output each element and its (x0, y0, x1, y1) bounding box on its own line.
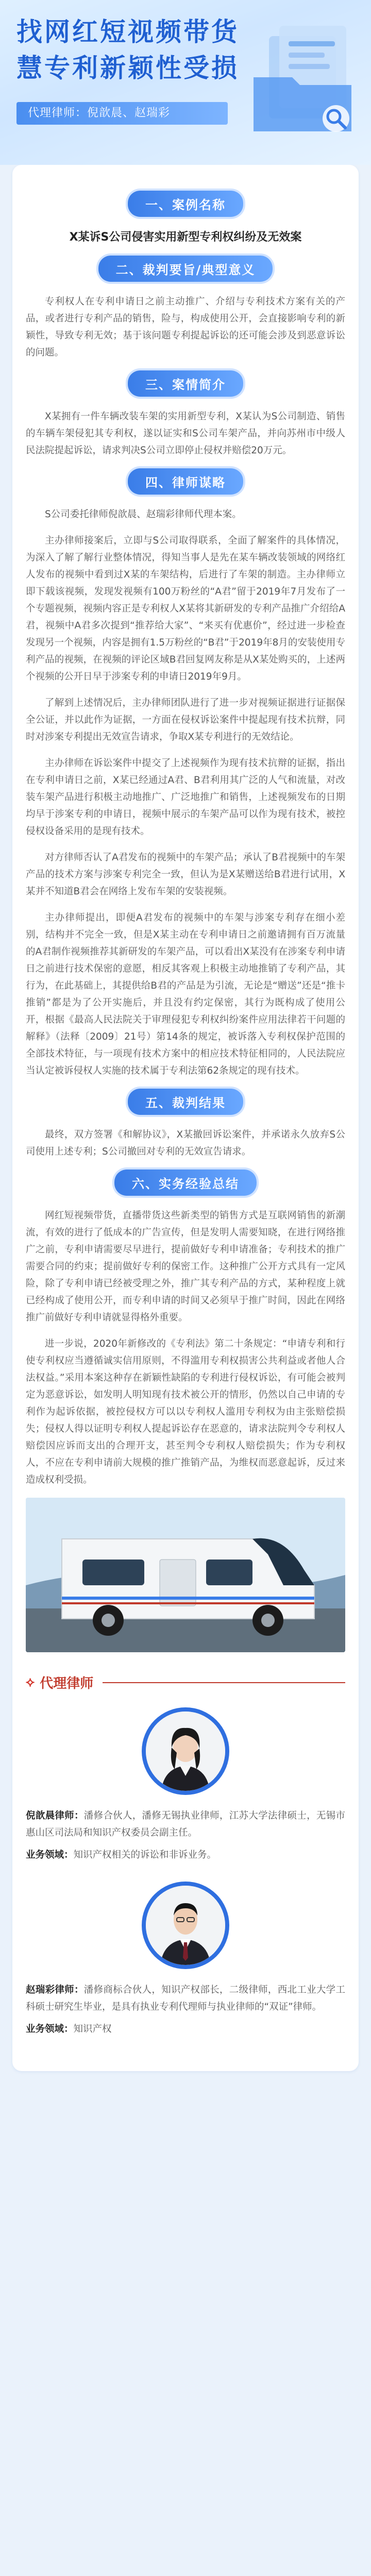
section-title-result: 五、裁判结果 (128, 1089, 243, 1115)
lawyer-bio-text: 潘修合伙人，潘修无锡执业律师，江苏大学法律硕士，无锡市惠山区司法局和知识产权委员会副主任。 (26, 1810, 345, 1838)
lawyer-field-text: 知识产权 (73, 2024, 112, 2035)
lawyer-field-label: 业务领域： (26, 1850, 74, 1860)
lawyer-photo-avatar (146, 1886, 225, 1965)
lessons-paragraph: 进一步说，2020年新修改的《专利法》第二十条规定：“申请专利和行使专利权应当遵循诚实信用原则，不得滥用专利权损害公共利益或者他人合法权益。”采用本案这种存在新颖性缺陷的专利进行侵权诉讼，有可能会被判定为恶意诉讼，如发明人明知现有技术被公开的情形，仍然以自己申请的专利作为起诉依据，被控侵权方可以以专利权人滥用专利权为由主张赔偿损失；侵权人得以证明专利权人提起诉讼存在恶意的，请求法院判令专利权人赔偿因应诉而支出的合理开支，甚至判令专利权人赔偿损失；作为专利权人，不应在专利申请前大规模的推广推销产品，为维权而恶意起诉，反过来造成权利受损。 (26, 1338, 345, 1485)
strategy-paragraph: S公司委托律师倪歆晨、赵瑞彩律师代理本案。 (45, 509, 242, 520)
lawyer-bio-text: 潘修商标合伙人，知识产权部长，二级律师，西北工业大学工科硕士研究生毕业，是具有执业专利代理师与执业律师的“双证”律师。 (26, 1985, 345, 2012)
lawyer-photo-frame (142, 1882, 229, 1969)
lawyers-heading-rule (103, 1682, 345, 1683)
result-paragraph: 最终，双方签署《和解协议》，X某撤回诉讼案件，并承诺永久放弃S公司使用上述专利；S公司撤回对专利的无效宣告请求。 (26, 1129, 345, 1157)
intro-paragraph: X某拥有一件车辆改装车架的实用新型专利，X某认为S公司制造、销售的车辆车架侵犯其专利权，遂以证实和S公司车架产品，并向苏州市中级人民法院提起诉讼，请求判决S公司立即停止侵权并赔偿20万元。 (26, 411, 345, 456)
ruling-paragraph: 专利权人在专利申请日之前主动推广、介绍与专利技术方案有关的产品，或者进行专利产品的销售，险与，构成使用公开，会直接影响专利的新颖性，导致专利无效；基于该问题专利提起诉讼的还可能会涉及到恶意诉讼的问题。 (26, 296, 345, 358)
section-title-lessons: 六、实务经验总结 (114, 1170, 257, 1196)
lawyer-field-label: 业务领域： (26, 2024, 74, 2035)
lawyer-field-text: 知识产权相关的诉讼和非诉业务。 (73, 1850, 217, 1860)
case-name-text: X某诉S公司侵害实用新型专利权纠纷及无效案 (69, 231, 302, 244)
lawyer-bio (26, 1807, 345, 1841)
lawyer-name: 赵瑞彩律师： (26, 1985, 84, 1995)
lawyers-heading-label: 代理律师 (40, 1676, 94, 1691)
lawyer-section-mark-icon: ⟡ (26, 1674, 35, 1690)
section-title-ruling: 二、裁判要旨/典型意义 (98, 256, 273, 282)
section-title-strategy: 四、律师谋略 (128, 468, 243, 495)
lawyer-field (26, 2022, 345, 2035)
content-area (0, 165, 371, 2576)
hero-title-line2: 慧专利新颖性受损 (16, 53, 239, 83)
section-title-intro: 三、案情简介 (128, 370, 243, 397)
lawyer-photo-avatar (146, 1711, 225, 1791)
lessons-paragraph: 网红短视频带货，直播带货这些新类型的销售方式是互联网销售的新潮流，有效的进行了低成本的广告宣传，但是发明人需要知晓，在进行网络推广之前，专利申请需要尽早进行，提前做好专利申请准备；专利技术的推广需要合同的约束；提前做好专利的保密工作。这种推广公开方式具有一定风险，除了专利申请已经被受理之外，推广其专利产品的方式，某种程度上就已经构成了使用公开，而专利申请的时间又必须早于推广时间，因此在网络推广前做好专利申请就显得格外重要。 (26, 1210, 345, 1323)
strategy-paragraph: 对方律师否认了A君发布的视频中的车架产品；承认了B君视频中的车架产品的技术方案与涉案专利完全一致，但认为是X某赠送给B君进行试用，X某并不知道B君会在网络上发布车架的安装视频。 (26, 852, 345, 897)
strategy-paragraph: 主办律师提出，即便A君发布的视频中的车架与涉案专利存在细小差别，结构并不完全一致，但是X某主动在专利申请日之前邀请拥有百万流量的A君制作视频推荐其新研发的车架产品，可以看出X某没有在涉案专利申请日之前进行技术保密的意愿，相反其客观上积极主动地推销了专利产品，其行为，在此基础上，其提供给B君的产品是为引流，无论是“赠送”还是“推卡推销”都是为了公开实施后，并且没有约定保密，其行为既构成了使用公开，根据《最高人民法院关于审理侵犯专利权纠纷案件应用法律若干问题的解释》（法释〔2009〕21号）第14条的规定，被诉落入专利权保护范围的全部技术特征，与一项现有技术方案中的相应技术特征相同的，人民法院应当认定被诉侵权人实施的技术属于专利法第62条规定的现有技术。 (26, 912, 345, 1076)
strategy-paragraph: 主办律师接案后，立即与S公司取得联系，全面了解案件的具体情况，为深入了解了解行业整体情况，得知当事人是先在某车辆改装领域的网络红人发布的视频中看到过X某的车架结构，后进行了车架的制造。主办律师立即下载该视频，发现发视频有100万粉丝的“A君”留于2019年7月发布了一个专题视频，视频内容正是专利权人X某将其新研发的专利产品推广介绍给A君，视频中A君多次提到“推荐给大家”、“来买有优惠价”，经过进一步检查发现另一个视频，内容是拥有1.5万粉丝的“B君”于2019年8月的安装使用专利产品的视频，在视频的评论区域B君回复网友称是从X某处购买的，上述两个视频的公开日早于涉案专利的申请日2019年9月。 (26, 535, 345, 682)
hero-banner (0, 0, 371, 165)
strategy-paragraph: 主办律师在诉讼案件中提交了上述视频作为现有技术抗辩的证据，指出在专利申请日之前，X某已经通过A君、B君利用其广泛的人气和流量，对改装车架产品进行积极主动地推广、广泛地推广和销售，上述视频发布的日期均早于涉案专利的申请日，视频中展示的车架产品可以作为现有技术，被控侵权设备采用的是现有技术。 (26, 758, 345, 837)
lawyer-photo-frame (142, 1707, 229, 1795)
article-card (12, 165, 359, 2071)
lawyer-name: 倪歆晨律师： (26, 1810, 84, 1821)
strategy-paragraph: 了解到上述情况后，主办律师团队进行了进一步对视频证据进行证据保全公证，并以此作为证据，一方面在侵权诉讼案件中提起现有技术抗辩，同时对涉案专利提出无效宣告请求，争取X某专利进行的无效结论。 (26, 698, 345, 742)
lawyers-heading (26, 1673, 345, 1692)
folder-document-illustration-icon (243, 21, 362, 139)
hero-authors-bar: 代理律师：倪歆晨、赵瑞彩 (16, 102, 228, 125)
lawyer-field (26, 1848, 345, 1861)
lawyer-bio (26, 1981, 345, 2015)
section-title-case-name: 一、案例名称 (128, 191, 243, 217)
hero-title-line1: 找网红短视频带货 (16, 17, 239, 47)
campervan-photo (26, 1498, 345, 1652)
